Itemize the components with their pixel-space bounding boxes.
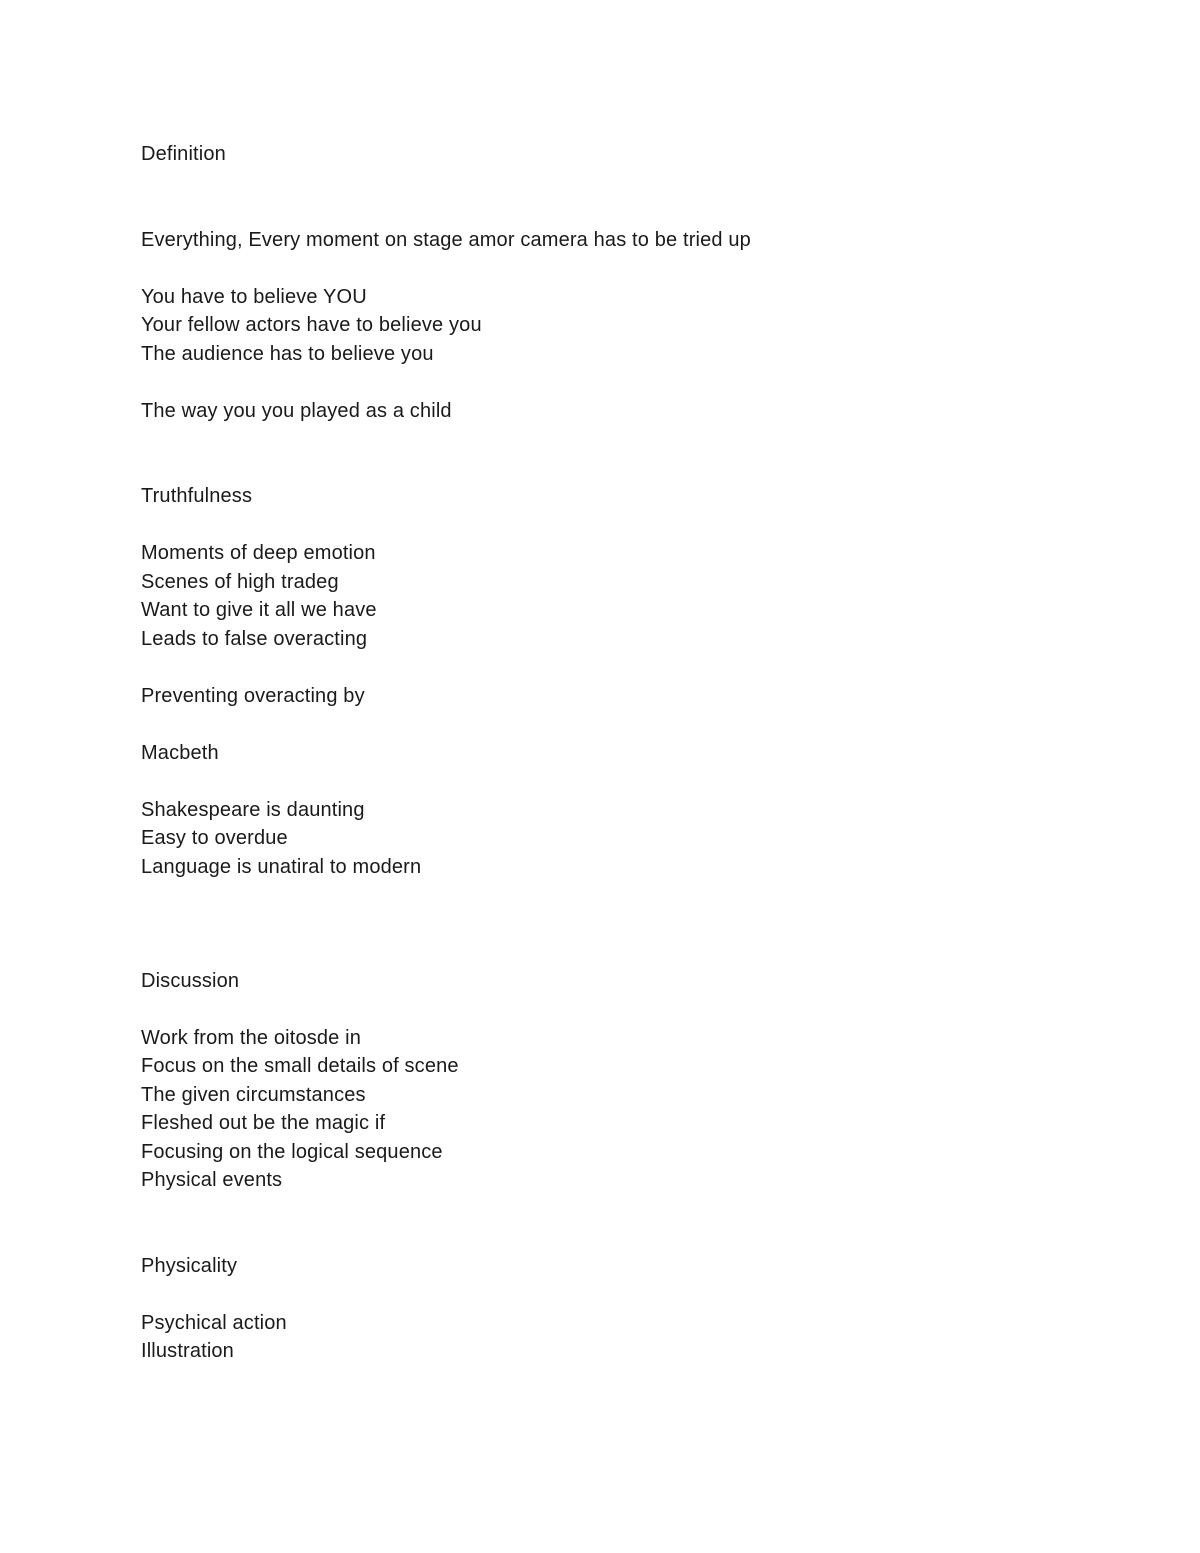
text-line: You have to believe YOU <box>141 285 367 308</box>
text-line: Focus on the small details of scene <box>141 1055 459 1077</box>
text-line: Want to give it all we have <box>141 599 377 621</box>
text-line: Illustration <box>141 1340 234 1362</box>
text-line: Easy to overdue <box>141 827 288 849</box>
text-line: Your fellow actors have to believe you <box>141 314 482 336</box>
text-line: Psychical action <box>141 1311 287 1334</box>
heading-definition: Definition <box>141 143 226 165</box>
spacer <box>141 1280 1041 1309</box>
spacer <box>141 710 1041 739</box>
spacer <box>141 425 1041 482</box>
heading-discussion: Discussion <box>141 969 240 992</box>
text-line: Leads to false overacting <box>141 627 368 650</box>
text-line: Focusing on the logical sequence <box>141 1140 443 1163</box>
spacer <box>141 511 1041 540</box>
text-line: Fleshed out be the magic if <box>141 1112 386 1134</box>
spacer <box>141 1195 1041 1252</box>
spacer <box>141 881 1041 967</box>
spacer <box>141 767 1041 796</box>
text-line: Preventing overacting by <box>141 684 365 707</box>
text-line: Moments of deep emotion <box>141 542 376 564</box>
text-line: The audience has to believe you <box>141 342 434 365</box>
text-line: Physical events <box>141 1169 283 1191</box>
text-line: Language is unatiral to modern <box>141 855 422 878</box>
text-line: Shakespeare is daunting <box>141 798 365 821</box>
text-line: Work from the oitosde in <box>141 1026 361 1049</box>
text-line: Scenes of high tradeg <box>141 570 339 593</box>
spacer <box>141 169 1041 226</box>
heading-physicality: Physicality <box>141 1254 238 1277</box>
text-line: The given circumstances <box>141 1083 366 1106</box>
document-body <box>141 140 1041 1366</box>
text-line: Everything, Every moment on stage amor camera has to be tried up <box>141 228 751 251</box>
heading-truthfulness: Truthfulness <box>141 485 253 507</box>
text-line: The way you you played as a child <box>141 399 452 422</box>
spacer <box>141 254 1041 283</box>
spacer <box>141 368 1041 397</box>
text-line: Macbeth <box>141 741 219 764</box>
spacer <box>141 995 1041 1024</box>
spacer <box>141 653 1041 682</box>
